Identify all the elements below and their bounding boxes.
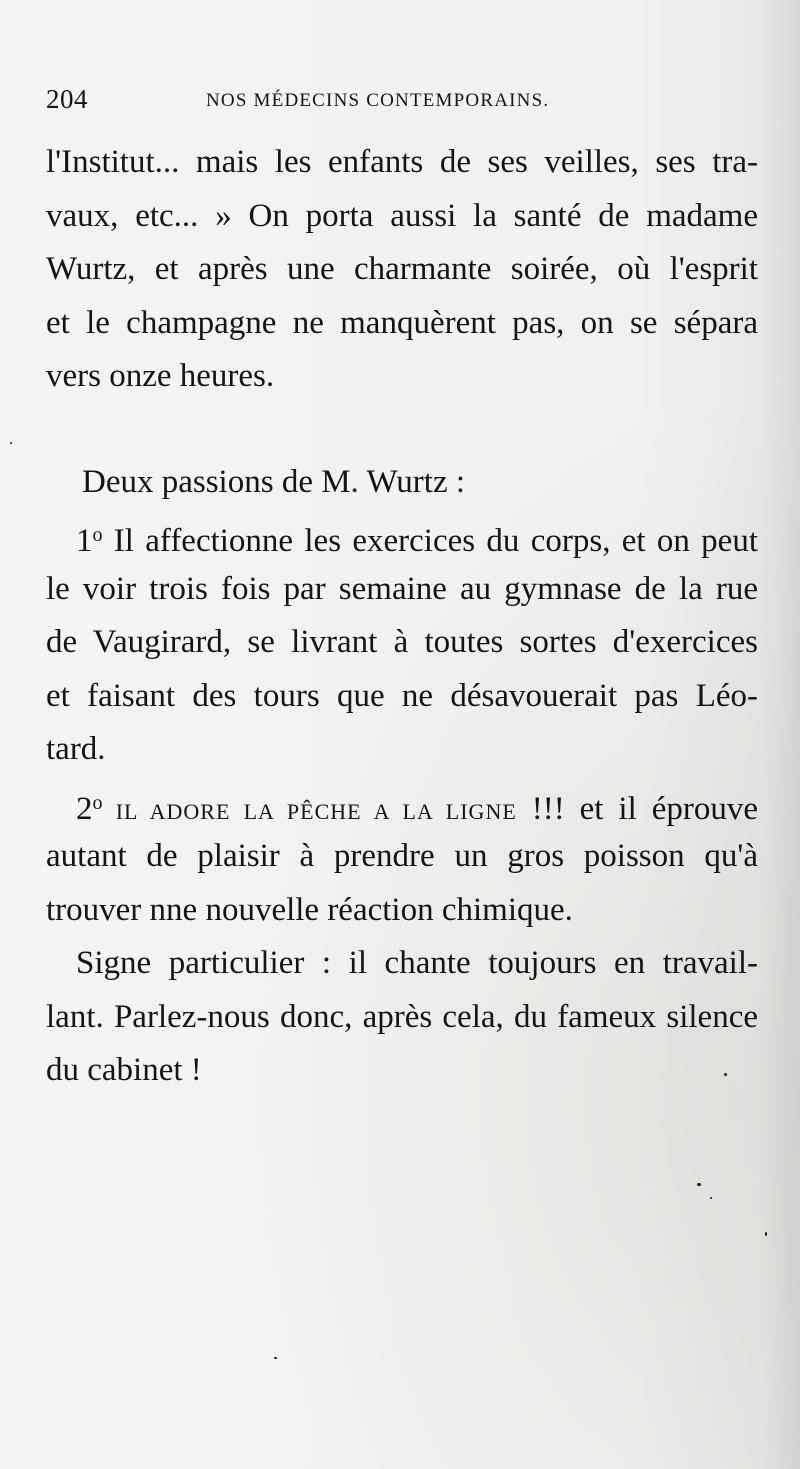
ink-speck: [10, 442, 12, 444]
text-line: et le champagne ne manquèrent pas, on se sépara: [46, 304, 758, 341]
small-caps-phrase: IL ADORE LA PÊCHE A LA LIGNE: [102, 798, 517, 824]
text-line: Wurtz, et après une charmante soirée, où l'esprit: [46, 251, 758, 287]
text-line: tard.: [46, 731, 106, 767]
running-title: NOS MÉDECINS CONTEMPORAINS.: [206, 90, 550, 111]
text-line: vaux, etc... » On porta aussi la santé de madame: [46, 197, 758, 234]
ink-speck: [274, 1357, 277, 1359]
text-line: le voir trois fois par semaine au gymnase de la rue: [46, 570, 758, 607]
page-edge-shadow: [760, 0, 800, 1469]
page-number: 204: [46, 84, 88, 114]
text-line: du cabinet !: [46, 1052, 202, 1088]
text-span: !!! et il éprouve: [516, 790, 758, 827]
running-head: [46, 84, 751, 120]
ink-speck: [697, 1183, 701, 1186]
text-line: de Vaugirard, se livrant à toutes sortes d'exercices: [46, 624, 758, 660]
text-line: trouver nne nouvelle réaction chimique.: [46, 891, 573, 928]
ordinal-mark: o: [92, 791, 103, 814]
paragraph-gap: [46, 404, 758, 456]
ink-speck: [724, 1073, 727, 1076]
text-span: Il affectionne les exercices du corps, et on peut: [102, 523, 758, 559]
ordinal-mark: o: [92, 524, 103, 546]
text-line: autant de plaisir à prendre un gros poisson qu'à: [46, 838, 758, 874]
text-line: Signe particulier : il chante toujours en travail-: [76, 945, 758, 981]
ink-speck: [710, 1197, 712, 1199]
list-number: 2: [76, 790, 93, 827]
text-line: l'Institut... mais les enfants de ses veilles, ses tra-: [46, 144, 758, 180]
body-text: [46, 136, 758, 1098]
list-number: 1: [76, 523, 93, 559]
text-line: lant. Parlez-nous donc, après cela, du fameux silence: [46, 998, 758, 1035]
text-line: vers onze heures.: [46, 358, 275, 394]
text-line: [46, 777, 758, 831]
ink-speck: [765, 1232, 767, 1236]
text-line: [46, 509, 758, 563]
text-line: et faisant des tours que ne désavouerait pas Léo-: [46, 677, 758, 714]
section-heading: Deux passions de M. Wurtz :: [82, 463, 466, 500]
